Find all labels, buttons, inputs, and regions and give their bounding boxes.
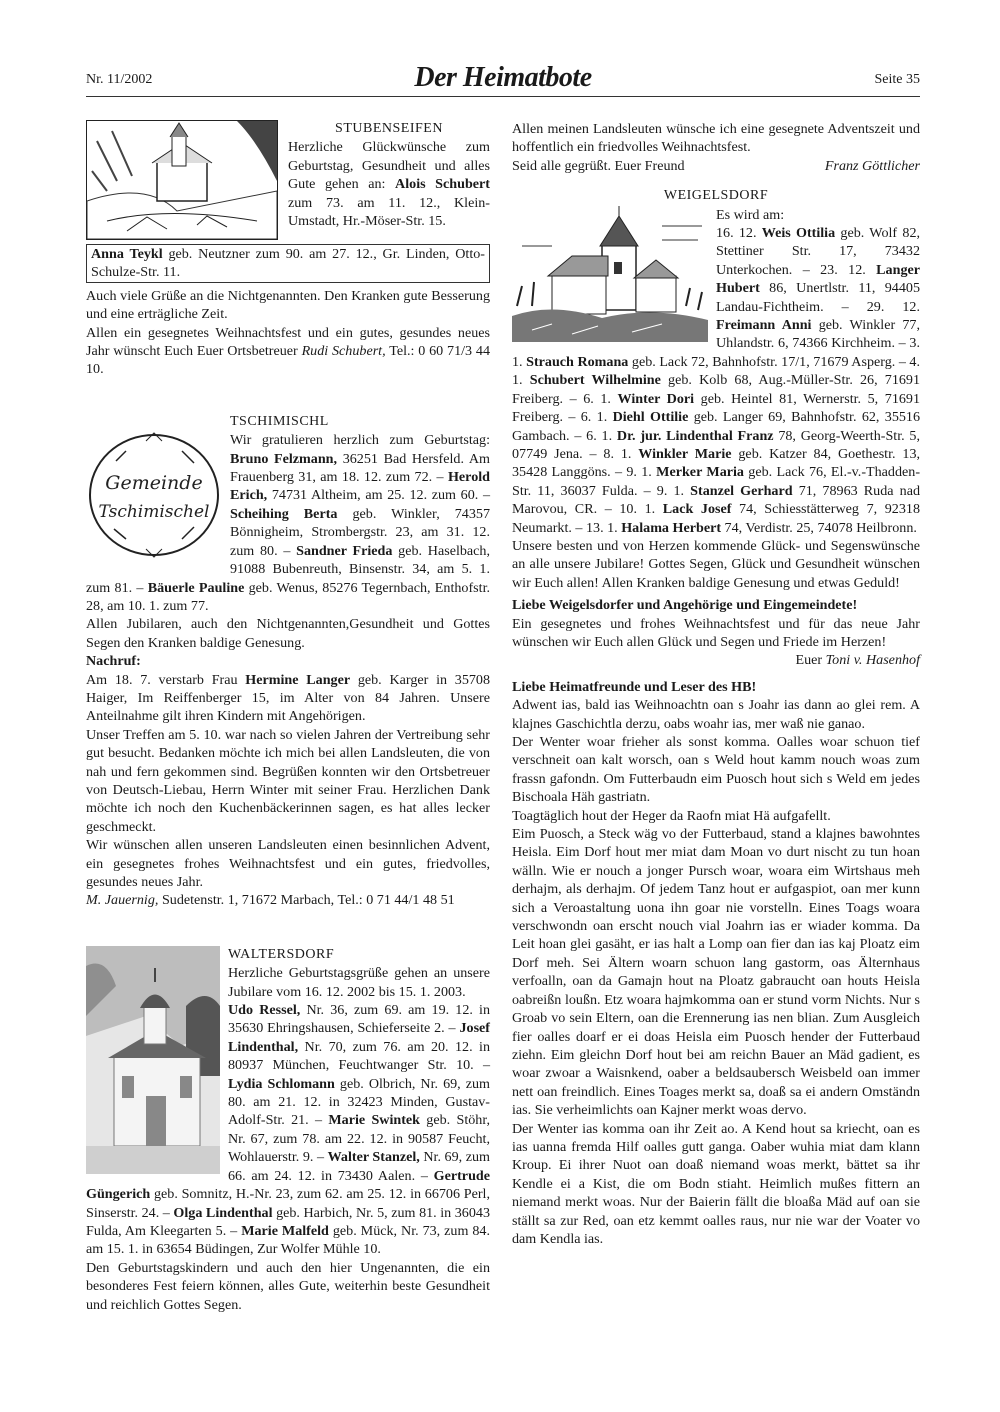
signature-name: M. Jauernig,	[86, 892, 159, 909]
jubilarian-name: Stanzel Gerhard	[690, 482, 793, 499]
right-column	[512, 120, 920, 1248]
obituary-text: Am 18. 7. verstarb Frau	[86, 671, 246, 688]
jubilarian-name: Herold Erich,	[230, 469, 490, 504]
jubilarian-details: geb. Neutzner zum 90. am 27. 12., Gr. Linden, Otto-Schulze-Str. 11.	[91, 246, 485, 281]
tschimischl-intro: Wir gratulieren herzlich zum Geburtstag:	[230, 432, 490, 449]
page-number: Seite 35	[874, 72, 920, 87]
section-waltersdorf	[86, 946, 490, 1314]
jubilarian-details: Nr. 36, zum 69. am 19. 12. in 35630 Ehringshausen, Schieferseite 2. –	[228, 1002, 491, 1037]
jubilarian-name: Dr. jur. Lindenthal Franz	[616, 427, 774, 444]
jubilarian-name: Halama Herbert	[621, 519, 722, 536]
jubilarian-details: 36251 Bad Hersfeld. Am Frauenberg 31, am 18. 12. zum 72. –	[230, 450, 490, 486]
jubilarian-details: geb. Winkler, 74357 Bönnigheim, Strombergstr. 23, am 31. 12. zum 80. –	[230, 505, 490, 559]
village-church-sketch-image	[512, 206, 708, 342]
stamp-text-line2: Tschimischel	[98, 501, 210, 522]
section-dialect-story	[512, 678, 920, 1249]
deceased-name: Hermine Langer	[245, 671, 351, 688]
jubilarian-details: geb. Wenus, 85276 Tegernbach, Enthofstr. 28, am 10. 1. zum 77.	[86, 579, 491, 614]
jubilarian-details: geb. Somnitz, H.-Nr. 23, zum 62. am 25. 12. in 66706 Perl, Sinserstr. 24. –	[86, 1186, 490, 1221]
jubilarian-details: Nr. 70, zum 76. am 20. 12. in 80937 München, Feuchtwanger Str. 10. –	[228, 1038, 490, 1074]
weigelsdorf-wishes: Unsere besten und von Herzen kommende Glück- und Segenswünsche an alle unsere Jubilare! Gottes Segen, Glück und Gesundheit wünschen wir Euch allen! Allen Kranken baldige Genesung und etwas Geduld!	[512, 537, 920, 591]
jubilarian-name: Anna Teykl	[91, 246, 163, 262]
chapel-photo-image	[86, 946, 220, 1174]
jubilarian-name: Winter Dori	[617, 390, 695, 407]
masthead: Der Heimatbote	[414, 62, 592, 93]
section-tschimischl	[86, 413, 490, 910]
jubilarian-details: geb. Langer 69, Bahnhofstr. 62, 35516 Gambach. – 6. 1.	[512, 409, 921, 444]
weigelsdorf-title: WEIGELSDORF	[663, 188, 769, 204]
weigelsdorf-intro: Es wird am:	[716, 206, 785, 223]
jubilarian-name: Udo Ressel,	[228, 1002, 301, 1019]
stubenseifen-greeting: Auch viele Grüße an die Nichtgenannten. Den Kranken gute Besserung und eine erträgliche Zeit.	[86, 287, 490, 323]
jubilarian-details: geb. Haselbach, 91088 Bubenreuth, Binsenstr. 34, am 5. 1. zum 81. –	[86, 542, 490, 596]
jubilarian-details: geb. Lack 76, El.-v.-Thadden-Str. 11, 36037 Fulda. – 9. 1.	[512, 464, 921, 499]
signature-name: Rudi Schubert,	[301, 343, 386, 360]
section-stubenseifen	[86, 120, 490, 379]
jubilarian-name: Marie Swintek	[328, 1112, 420, 1129]
jubilarian-details: geb. Stöhr, Nr. 67, zum 78. am 22. 12. in 90587 Feucht, Wohlauerstr. 9. –	[228, 1112, 490, 1166]
jubilarian-details: zum 73. am 11. 12., Klein-Umstadt, Hr.-Möser-Str. 15.	[288, 194, 490, 230]
jubilarian-name: Gertrude Güngerich	[86, 1167, 490, 1203]
jubilarian-name: Walter Stanzel,	[327, 1149, 420, 1166]
tschimischl-title: TSCHIMISCHL	[230, 413, 329, 429]
story-paragraph: Eim Puosch, a Steck wäg vo der Futterbaud, stand a klajnes bawohntes Heisla. Eim Dorf hout mer miat dam Moan vo durt nischt zu tun hoan wälln. Wie er nouch a jonger Pursch woar, woara eim Wirtshaus meh derhajm, als derhajm. Of jedem Tanz hout er aufgaspiot, oan mer kunn sich a Veroastaltung uona ihn goar nie vorstelln. Eines Toags woara verschwondn oan erscht nouch vial Joahrn ias er wiader komma. Da Leit hoan glei gasäht, er ias halt a Lomp oan fier dan ias kaj Ploatz eim Dorf meh. Sei Ältern woarn schuon lang gastorm, oas Älternhaus verfoalln, oan da Gamajn hout na Ploatz gabraucht oan houts Heisla oabreißn loußn. Etz woara hajmkomma oan er stund vorm Nichts. Nur s Groab vo sein Eltern, oan die Erennerung ias nen blian. Zum Ausgleich fier oalles doarf er ei doas Heisla eim Puosch hender der Futterbaud ziehn. Eim gleichn Dorf hout bei am reichn Bauer an Mäd gadient, es woar zwoar a Waisnkend, oaber a beldsaubersch Weisbeld oan immer nett oan freindlich. Eines Toages merkt sa, doaß sa ei andern Omständn ias. Sie verheimlichts oan Kajner merkt woas dervo.	[512, 826, 920, 1119]
stubenseifen-title: STUBENSEIFEN	[335, 121, 443, 136]
story-paragraph: Toagtäglich hout der Heger da Raofn miat Hä aufgafellt.	[512, 807, 831, 824]
stubenseifen-intro: Herzliche Glückwünsche zum Geburtstag, Gesundheit und alles Gute gehen an:	[288, 139, 490, 193]
obituary-title: Nachruf:	[86, 653, 141, 670]
story-paragraph: Adwent ias, bald ias Weihnoachtn oan s Joahr ias dann ao glei rem. A klajnes Gaschichtla derzu, oabs woahr ias, mer waß nie ganao.	[512, 697, 920, 732]
jubilarian-details: geb. Mück, Nr. 73, zum 84. am 15. 1. in 63654 Büdingen, Zur Wolfer Mühle 10.	[86, 1222, 490, 1258]
jubilarian-details: geb. Harbich, Nr. 5, zum 81. in 36043 Fulda, Am Kleegarten 5. –	[86, 1204, 490, 1239]
advent-greeting: Allen meinen Landsleuten wünsche ich eine gesegnete Adventszeit und hoffentlich ein friedvolles Weihnachtsfest.	[512, 121, 920, 156]
jubilarian-name: Lydia Schlomann	[228, 1075, 335, 1092]
jubilarian-name: Josef Lindenthal,	[228, 1020, 490, 1055]
weigelsdorf-subheading: Liebe Weigelsdorfer und Angehörige und Eingemeindete!	[512, 597, 858, 614]
waltersdorf-intro: Herzliche Geburtstagsgrüße gehen an unsere Jubilare vom 16. 12. 2002 bis 15. 1. 2003.	[228, 965, 490, 1000]
jubilarian-details: geb. Olbrich, Nr. 69, zum 80. am 21. 12. in 32423 Minden, Gustav-Adolf-Str. 21. –	[228, 1075, 490, 1129]
jubilarian-name: Freimann Anni	[716, 317, 812, 334]
signature-phone: Tel.: 0 60 71/3 44 10.	[86, 343, 490, 378]
jubilarian-name: Weis Ottilia	[761, 225, 836, 242]
jubilarian-details: geb. Winkler 77, Uhlandstr. 6, 74366 Kirchheim. – 3. 1.	[512, 317, 920, 370]
jubilarian-details: geb. Katzer 84, Goethestr. 13, 35428 Langgöns. – 9. 1.	[512, 445, 921, 481]
jubilarian-name: Marie Malfeld	[241, 1222, 329, 1239]
jubilarian-details: 78, Georg-Weerth-Str. 5, 07749 Jena. – 8. 1.	[512, 427, 920, 462]
tschimischl-wish: Wir wünschen allen unseren Landsleuten einen besinnlichen Advent, ein gesegnetes frohes Weihnachtsfest und ein gutes, friedvolles, gesundes neues Jahr.	[86, 837, 490, 890]
stamp-text-line1: Gemeinde	[105, 471, 203, 494]
jubilarian-name: Sandner Frieda	[296, 542, 393, 559]
jubilarian-details: Nr. 69, zum 66. am 24. 12. in 73430 Aalen. –	[228, 1149, 490, 1184]
jubilarian-details: 86, Unertlstr. 11, 94405 Landau-Fichtheim. – 29. 12.	[716, 280, 920, 315]
signature-name: Toni v. Hasenhof	[825, 652, 920, 669]
jubilarian-details: 71, 78963 Ruda nad Marovou, CR. – 10. 1.	[512, 482, 920, 518]
jubilarian-details: 74, Schiesstätterweg 7, 92318 Neumarkt. – 13. 1.	[512, 501, 920, 536]
jubilarian-name: Winkler Marie	[638, 445, 732, 462]
left-column	[86, 120, 490, 1314]
jubilarian-name: Langer Hubert	[716, 261, 920, 297]
section-weigelsdorf	[512, 187, 920, 670]
jubilarian-details: geb. Heintel 81, Wernerstr. 5, 71691 Freiberg. – 6. 1.	[512, 390, 921, 426]
jubilarian-name: Bruno Felzmann,	[230, 450, 338, 467]
jubilarian-name: Schubert Wilhelmine	[529, 372, 661, 389]
page-header	[86, 62, 920, 97]
jubilarian-name: Scheihing Berta	[230, 505, 338, 522]
weigelsdorf-christmas-wish: Ein gesegnetes und frohes Weihnachtsfest und für das neue Jahr wünschen wir Euch allen Glück und Segen und Friede im Herzen!	[512, 615, 920, 650]
issue-number: Nr. 11/2002	[86, 72, 153, 87]
waltersdorf-title: WALTERSDORF	[228, 946, 335, 962]
greeting-signature-row	[512, 157, 920, 175]
jubilarian-name: Strauch Romana	[526, 353, 629, 370]
jubilarian-details: geb. Lack 72, Bahnhofstr. 17/1, 71679 Asperg. – 4. 1.	[512, 353, 920, 389]
jubilarian-details: 74731 Altheim, am 25. 12. zum 60. –	[267, 487, 490, 504]
signature-name: Franz Göttlicher	[824, 157, 920, 174]
obituary-details: geb. Karger in 35708 Haiger, Im Reiffenberger 15, im Alter von 84 Jahren. Unsere Anteilnahme gilt ihren Kindern mit Angehörigen.	[86, 671, 491, 725]
jubilarian-details: 74, Verdistr. 25, 74078 Heilbronn.	[721, 519, 917, 536]
highlight-box	[86, 244, 490, 283]
signature-prefix: Euer	[795, 652, 826, 669]
jubilarian-name: Bäuerle Pauline	[147, 579, 245, 596]
signature-address: Sudetenstr. 1, 71672 Marbach, Tel.: 0 71 44/1 48 51	[158, 892, 455, 909]
jubilarian-name: Olga Lindenthal	[173, 1204, 273, 1221]
jubilarian-details: geb. Wolf 82, Stettiner Str. 17, 73432 Unterkochen. – 23. 12.	[716, 225, 921, 278]
story-paragraph: Der Wenter woar frieher als sonst komma. Oalles woar schuon tief verschneit oan kalt worsch, oan s Weld hout kamm nouch woas zum frassn gafondn. Om Futterbaudn eim Puosch hout sich s Weld em jedes Bischoala Häh gastriatn.	[512, 734, 920, 806]
jubilarian-name: Lack Josef	[662, 501, 732, 518]
church-sketch-image	[86, 120, 278, 240]
stubenseifen-wish: Allen ein gesegnetes Weihnachtsfest und ein gutes, gesundes neues Jahr wünscht Euch Euer Ortsbetreuer	[86, 324, 490, 360]
jubilarian-name: Alois Schubert	[395, 176, 490, 193]
greeting-text: Seid alle gegrüßt. Euer Freund	[512, 157, 685, 174]
waltersdorf-closing: Den Geburtstagskindern und auch den hier Ungenannten, die ein besonderes Fest feiern können, alles Gute, weiterhin beste Gesundheit und reichlich Gottes Segen.	[86, 1259, 490, 1313]
municipal-stamp-image	[86, 431, 222, 559]
story-paragraph: Der Wenter ias komma oan ihr Zeit ao. A Kend hout sa kriecht, oan es ias uanna fremda Hilf oalles gutt ganga. Oaber wuhia miat dam klann Kroup. Ei ihrer Nuot oan doaß niemand woas merkt, bättet sa ihr Kendle ei a Kist, die om Bodn stiaht. Heimlich mußes fittern an niemand merkt woas. Nur der Baierin fällt die bloaßa Mäd auf oan sie ställt sa zur Red, oan etz kemmt oalles raus, nur nie war der Voater vo dam Kendla ias.	[512, 1120, 920, 1247]
meeting-report: Unser Treffen am 5. 10. war nach so vielen Jahren der Vertreibung sehr gut besucht. Bedanken möchte ich mich bei allen Landsleuten, die von nah und fern gekommen sind. Begrüßen konnten wir den Ortsbetreuer von Deutsch-Liebau, Herrn Winter mit seiner Frau. Herzlichen Dank möchte ich noch den Kuchenbäckerinnen sagen, es hat alles lecker geschmeckt.	[86, 726, 490, 835]
jubilarian-name: Merker Maria	[656, 464, 744, 481]
jubilarian-details: geb. Kolb 68, Aug.-Müller-Str. 26, 71691 Freiberg. – 6. 1.	[512, 372, 921, 407]
tschimischl-greeting: Allen Jubilaren, auch den Nichtgenannten,Gesundheit und Gottes Segen den Kranken baldige Genesung.	[86, 616, 490, 651]
birthday-date: 16. 12.	[716, 225, 762, 242]
dialect-story-title: Liebe Heimatfreunde und Leser des HB!	[512, 678, 757, 695]
jubilarian-name: Diehl Ottilie	[612, 409, 689, 426]
